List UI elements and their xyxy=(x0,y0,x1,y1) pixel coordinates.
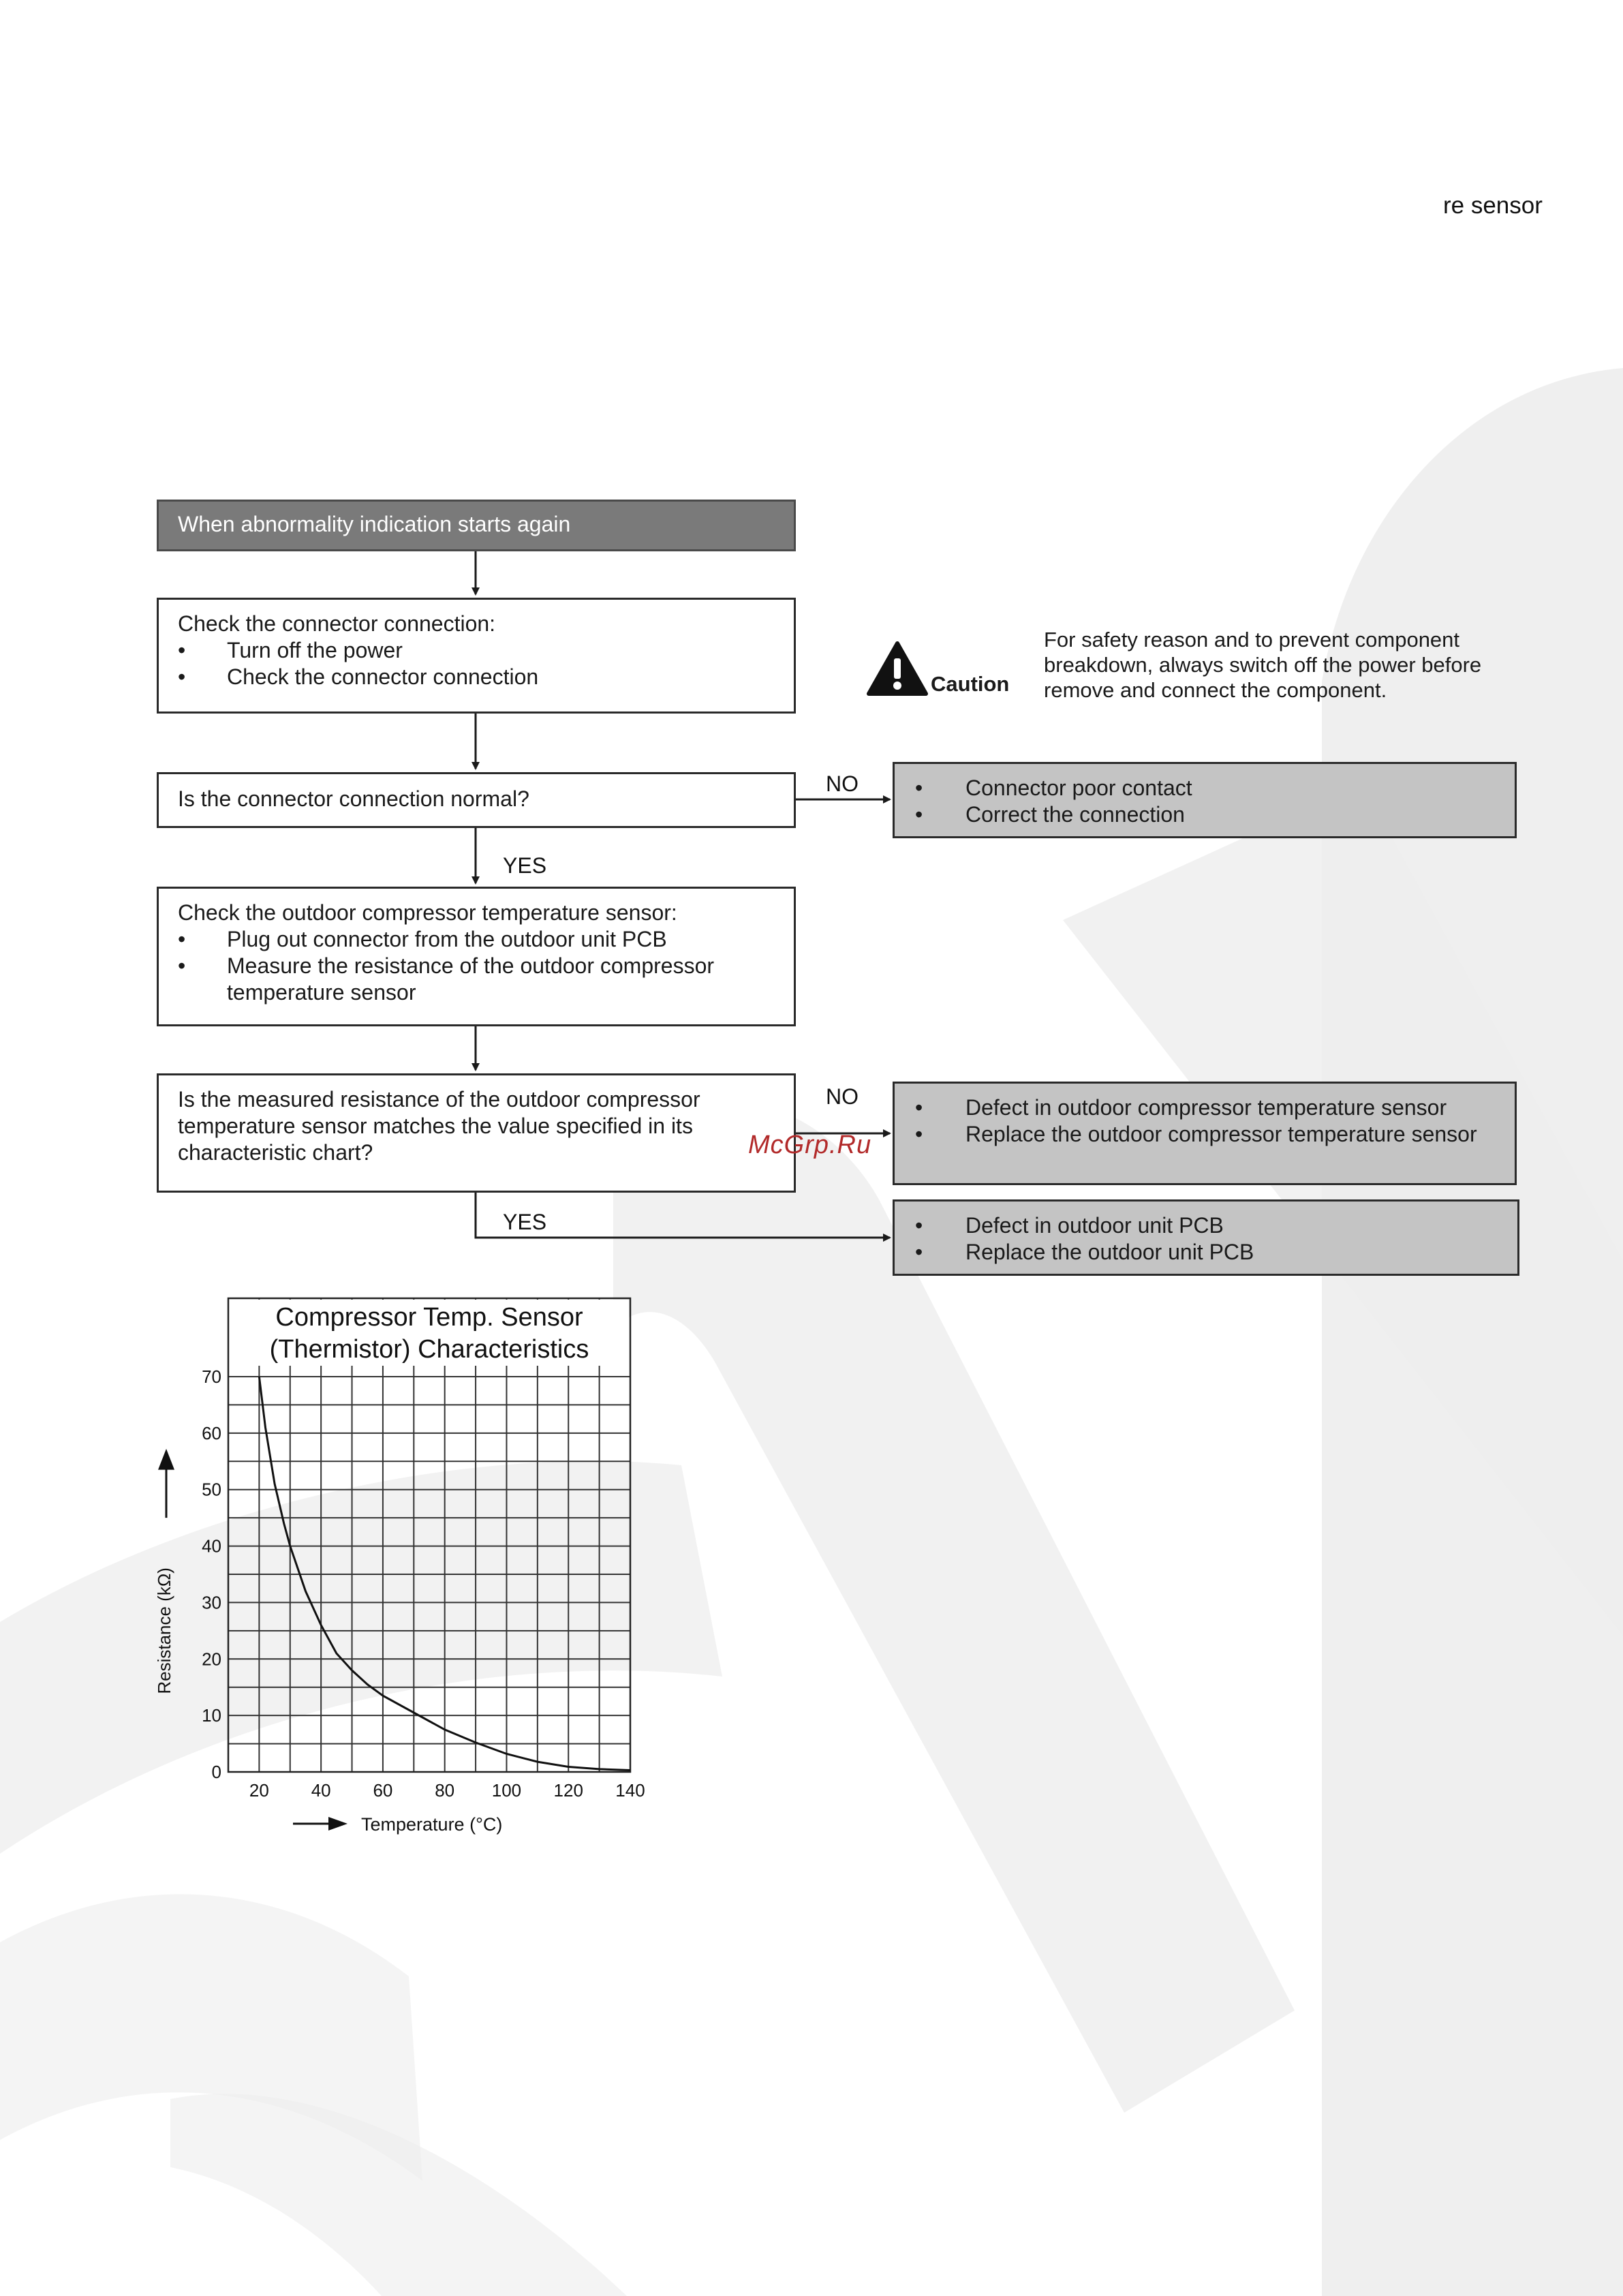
x-tick-label: 100 xyxy=(491,1780,522,1801)
result-bullet: • Replace the outdoor unit PCB xyxy=(915,1239,1501,1266)
y-tick-label: 30 xyxy=(202,1592,221,1613)
x-tick-label: 20 xyxy=(249,1780,269,1801)
thermistor-chart xyxy=(150,1288,645,1847)
step1-bullet: • Turn off the power xyxy=(178,637,777,664)
flow-start-text: When abnormality indication starts again xyxy=(178,512,571,536)
y-axis-label-group xyxy=(154,1449,174,1694)
flow-question-connector-normal xyxy=(157,772,796,828)
y-tick-label: 10 xyxy=(202,1705,221,1726)
q1-no-label: NO xyxy=(826,771,859,796)
flow-result-defect-pcb xyxy=(893,1199,1519,1276)
result-bullet: • Connector poor contact xyxy=(915,775,1498,801)
y-axis-label: Resistance (kΩ) xyxy=(154,1567,174,1694)
step2-bullet: • Measure the resistance of the outdoor compressor temperature sensor xyxy=(178,953,777,1006)
x-tick-label: 80 xyxy=(435,1780,455,1801)
step1-bullet: • Check the connector connection xyxy=(178,664,777,690)
chart-grid xyxy=(228,1298,630,1772)
flow-step-check-connector xyxy=(157,598,796,714)
x-axis-arrow-head xyxy=(328,1817,347,1831)
y-tick-label: 50 xyxy=(202,1479,221,1500)
flow-result-connector-poor xyxy=(893,762,1517,838)
y-axis-arrow-head xyxy=(158,1449,174,1470)
x-tick-label: 40 xyxy=(311,1780,331,1801)
y-tick-label: 40 xyxy=(202,1535,221,1557)
caution-text: For safety reason and to prevent component breakdown, always switch off the power before remove and connect the component. xyxy=(1044,628,1482,702)
result-bullet: • Defect in outdoor compressor temperature sensor xyxy=(915,1095,1498,1121)
chart-ticks xyxy=(202,1366,645,1801)
watermark-text: McGrp.Ru xyxy=(748,1131,872,1159)
x-axis-label-group xyxy=(293,1814,502,1835)
q1-yes-label: YES xyxy=(503,853,547,878)
q2-text: Is the measured resistance of the outdoor compressor temperature sensor matches the value specified in its characteristic chart? xyxy=(178,1087,700,1165)
result-bullet: • Replace the outdoor compressor temperature sensor xyxy=(915,1121,1498,1148)
x-tick-label: 120 xyxy=(553,1780,583,1801)
flow-step-check-sensor xyxy=(157,887,796,1026)
header-text-fragment: re sensor xyxy=(1443,192,1543,219)
q2-no-label: NO xyxy=(826,1084,859,1109)
x-tick-label: 140 xyxy=(615,1780,645,1801)
q2-yes-label: YES xyxy=(503,1210,547,1234)
caution-label: Caution xyxy=(931,672,1010,696)
chart-title-line: Compressor Temp. Sensor xyxy=(275,1303,583,1332)
y-tick-label: 70 xyxy=(202,1366,221,1387)
flow-result-defect-sensor xyxy=(893,1082,1517,1185)
y-tick-label: 0 xyxy=(211,1762,221,1782)
step2-title: Check the outdoor compressor temperature sensor: xyxy=(178,900,677,925)
flow-start-box xyxy=(157,500,796,551)
q1-text: Is the connector connection normal? xyxy=(178,786,529,811)
step2-bullet: • Plug out connector from the outdoor unit PCB xyxy=(178,926,777,953)
flow-question-resistance-match xyxy=(157,1073,796,1193)
x-tick-label: 60 xyxy=(373,1780,393,1801)
y-tick-label: 20 xyxy=(202,1649,221,1670)
chart-frame xyxy=(228,1298,630,1772)
warning-triangle-icon xyxy=(867,641,928,697)
x-axis-label: Temperature (°C) xyxy=(361,1814,503,1835)
chart-title-line: (Thermistor) Characteristics xyxy=(269,1335,589,1364)
result-bullet: • Correct the connection xyxy=(915,801,1498,828)
result-bullet: • Defect in outdoor unit PCB xyxy=(915,1212,1501,1239)
step1-title: Check the connector connection: xyxy=(178,611,496,636)
y-tick-label: 60 xyxy=(202,1422,221,1443)
